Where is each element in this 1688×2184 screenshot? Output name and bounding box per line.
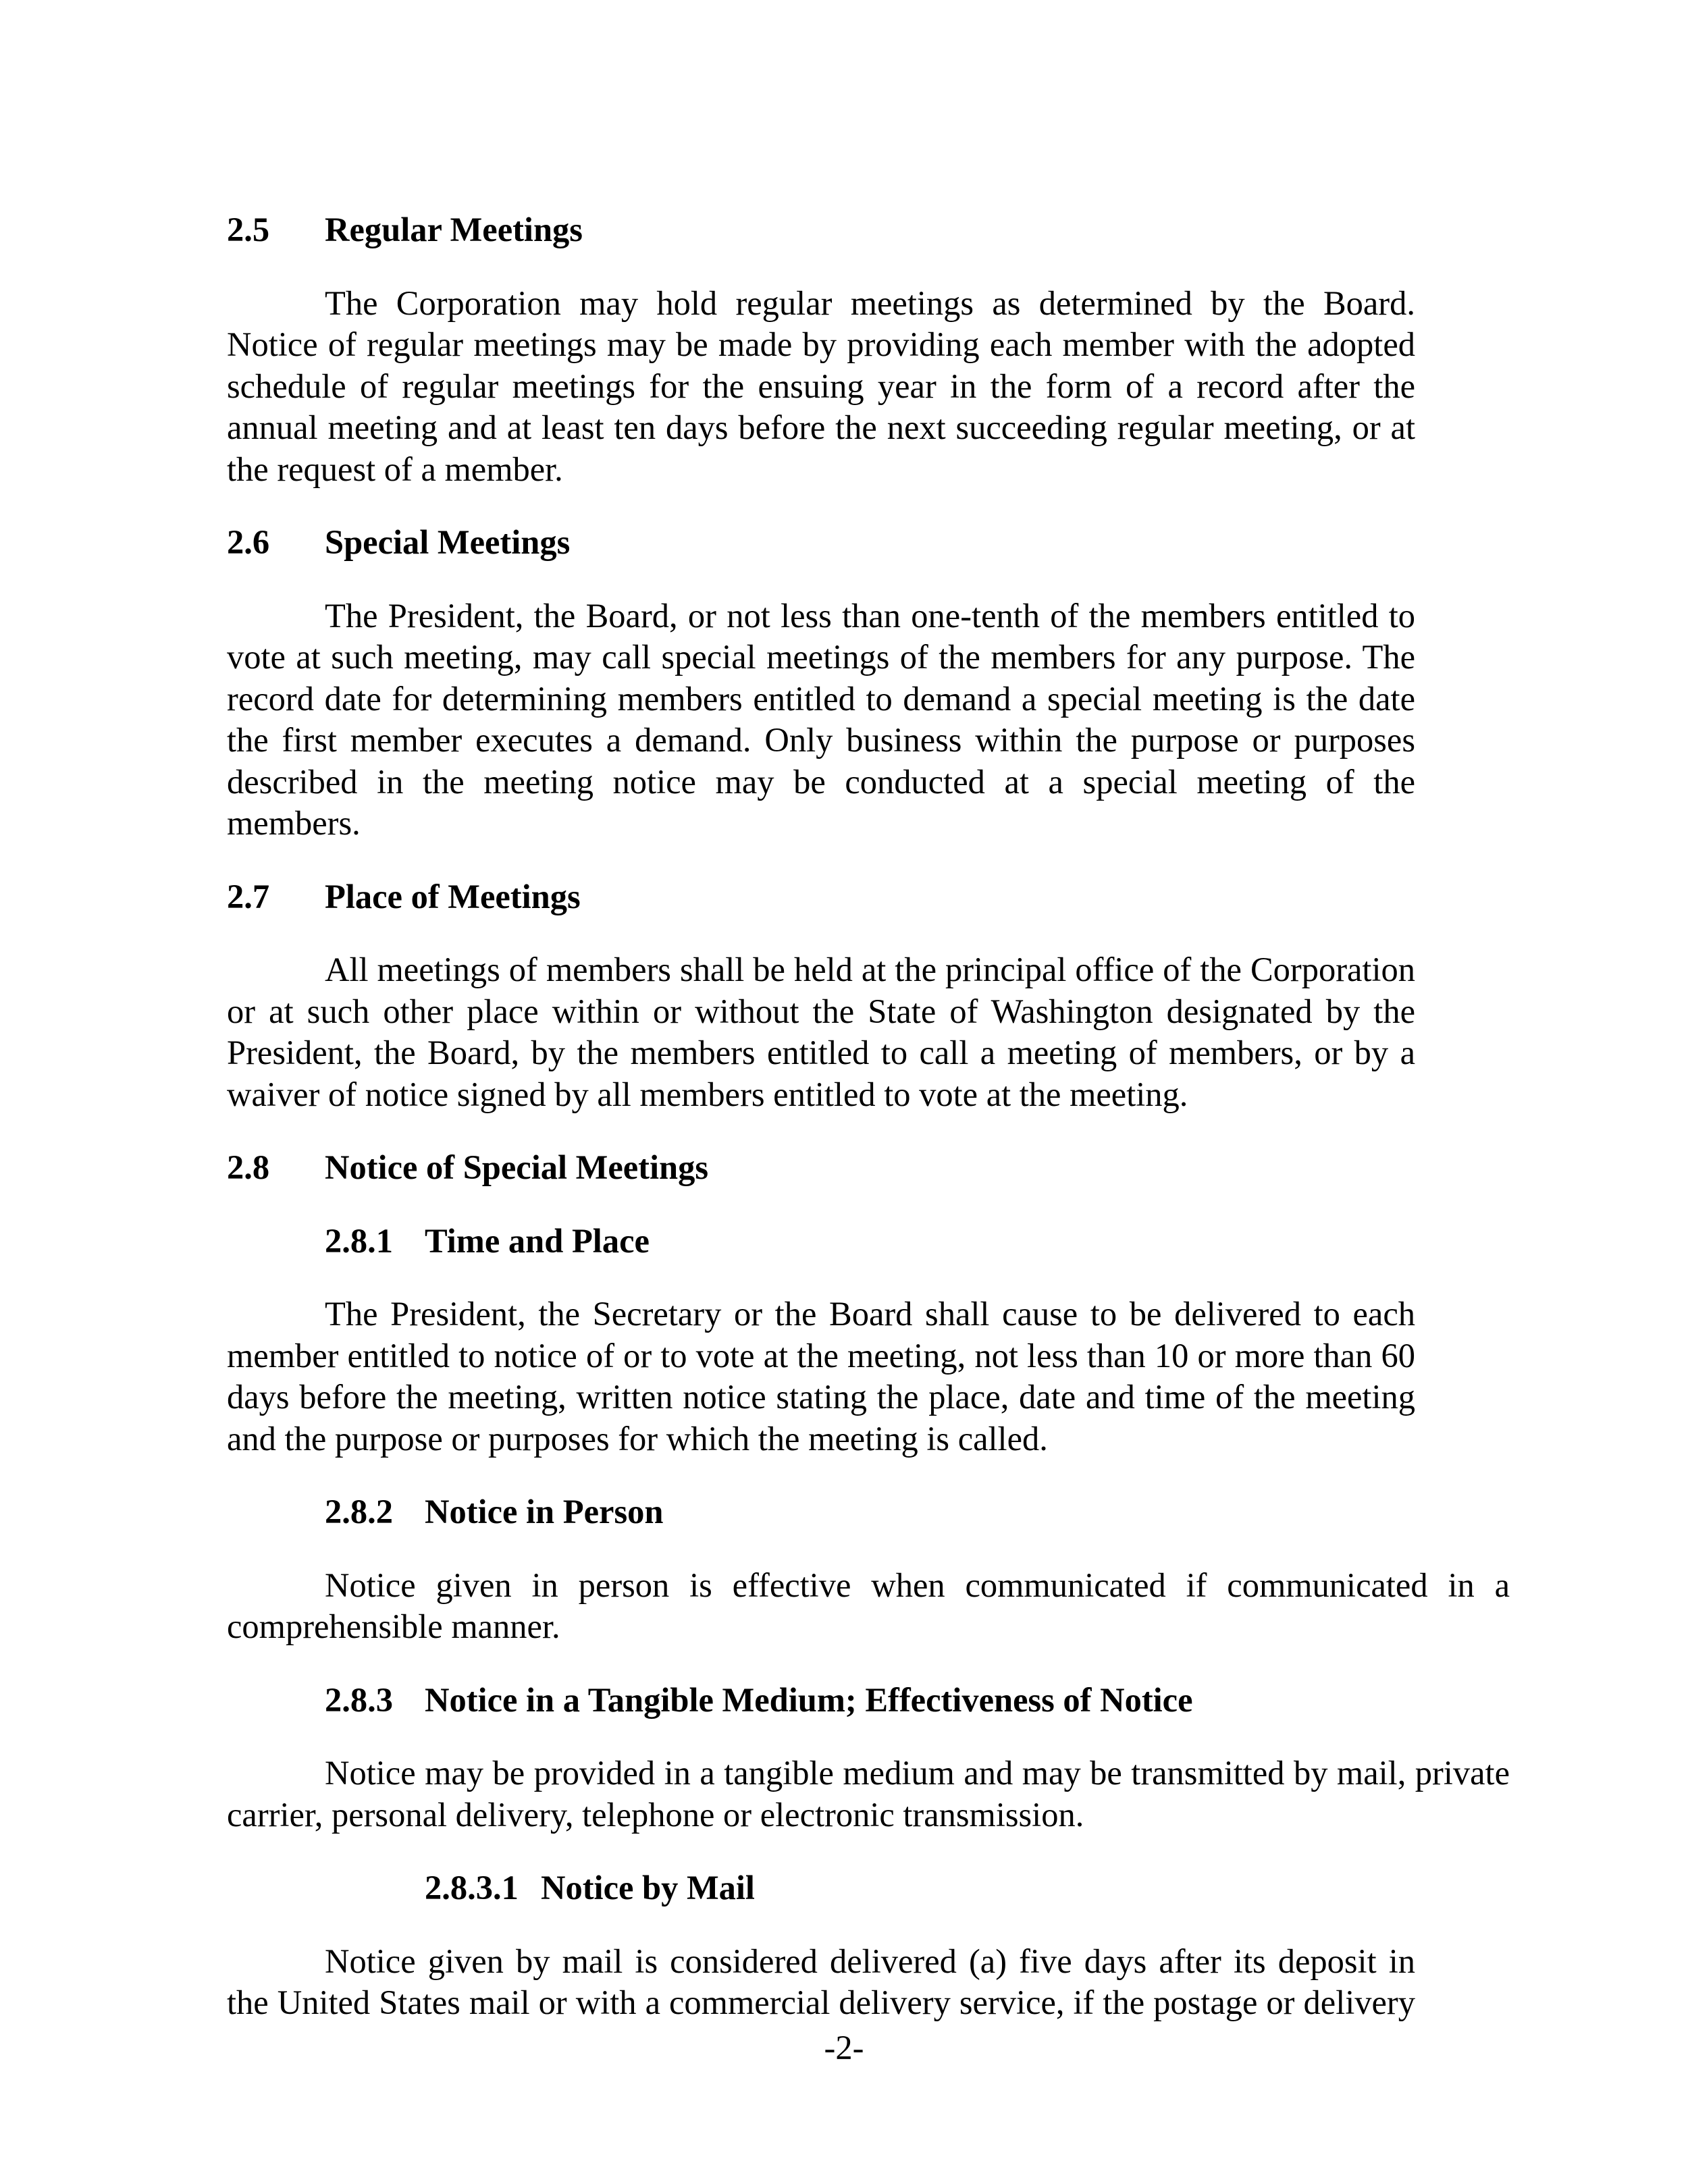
section-title: Regular Meetings <box>325 211 583 248</box>
section-heading-2-8-3 <box>227 1680 1510 1722</box>
page-number: -2- <box>824 2029 864 2067</box>
section-body-2-8-3-1: Notice given by mail is considered delivered (a) five days after its deposit in the United States mail or with a commercial delivery service, if the postage or delivery <box>227 1942 1415 2021</box>
section-body-2-5: The Corporation may hold regular meetings as determined by the Board. Notice of regular meetings may be made by providing each member with the adopted schedule of regular meetings for the ensuing year in the form of a record after the annual meeting and at least ten days before the next succeeding regular meeting, or at the request of a member. <box>227 284 1415 488</box>
section-body-2-7: All meetings of members shall be held at the principal office of the Corporation or at such other place within or without the State of Washington designated by the President, the Board, by the members entitled to call a meeting of members, or by a waiver of notice signed by all members entitled to vote at the meeting. <box>227 951 1415 1113</box>
section-heading-2-8-3-1 <box>227 1867 1510 1909</box>
section-body-2-8-3: Notice may be provided in a tangible medium and may be transmitted by mail, private carrier, personal delivery, telephone or electronic transmission. <box>227 1754 1510 1834</box>
section-title: Notice of Special Meetings <box>325 1148 708 1186</box>
section-heading-2-8-2 <box>227 1491 1510 1533</box>
section-title: Notice in a Tangible Medium; Effectiveness of Notice <box>425 1680 1193 1719</box>
section-heading-2-8 <box>227 1147 1510 1189</box>
section-number: 2.6 <box>227 523 270 561</box>
section-heading-2-7 <box>227 876 1510 918</box>
section-heading-2-8-1 <box>227 1221 1510 1262</box>
section-title: Notice in Person <box>425 1493 664 1530</box>
section-number: 2.8.2 <box>325 1493 393 1530</box>
section-heading-2-6 <box>227 522 1510 564</box>
section-number: 2.8.3.1 <box>425 1869 519 1907</box>
section-title: Special Meetings <box>325 523 571 561</box>
section-number: 2.7 <box>227 877 270 915</box>
section-number: 2.8 <box>227 1148 270 1186</box>
section-heading-2-5 <box>227 209 1510 251</box>
section-title: Place of Meetings <box>325 877 581 915</box>
section-number: 2.5 <box>227 211 270 248</box>
section-title: Time and Place <box>425 1221 650 1260</box>
section-number: 2.8.3 <box>325 1680 393 1719</box>
section-body-2-6: The President, the Board, or not less than one-tenth of the members entitled to vote at such meeting, may call special meetings of the members for any purpose. The record date for determining members entitled to demand a special meeting is the date the first member executes a demand. Only business within the purpose or purposes described in the meeting notice may be conducted at a special meeting of the members. <box>227 596 1415 842</box>
section-body-2-8-2: Notice given in person is effective when communicated if communicated in a comprehensible manner. <box>227 1566 1510 1645</box>
section-number: 2.8.1 <box>325 1221 393 1260</box>
document-page <box>227 209 1510 2024</box>
section-body-2-8-1: The President, the Secretary or the Board shall cause to be delivered to each member entitled to notice of or to vote at the meeting, not less than 10 or more than 60 days before the meeting, written notice stating the place, date and time of the meeting and the purpose or purposes for which the meeting is called. <box>227 1295 1415 1458</box>
section-title: Notice by Mail <box>541 1869 755 1907</box>
